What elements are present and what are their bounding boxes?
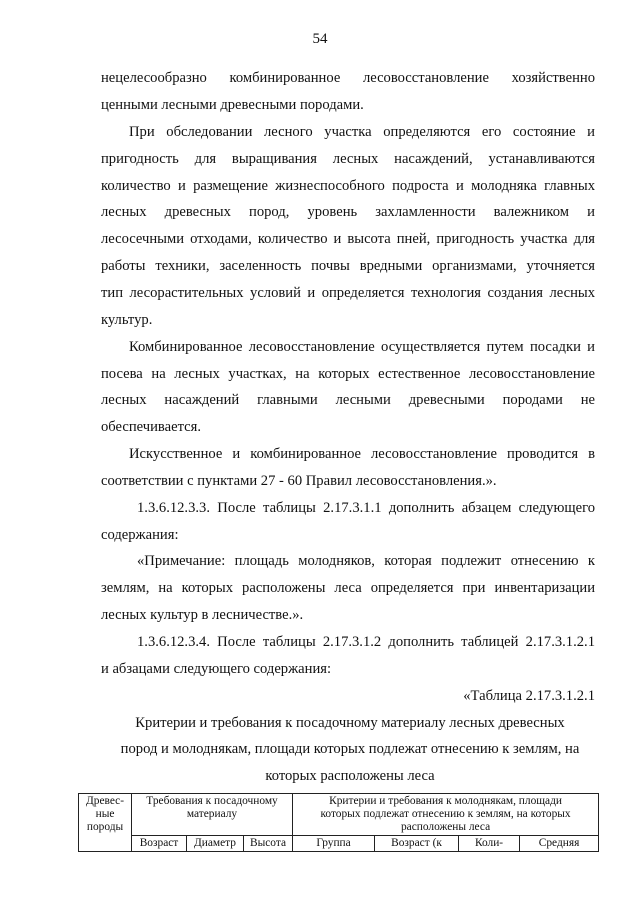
text-line: 1.3.6.12.3.4. После таблицы 2.17.3.1.2 дополнить таблицей 2.17.3.1.2.1 [137,634,595,650]
header-average: Средняя [520,836,599,852]
header-species: Древес- ные породы [79,794,132,852]
text-line: культур. [101,312,153,328]
criteria-table [78,793,599,852]
text-line: работы техники, заселенность почвы вредными организмами, уточняется [101,258,595,274]
table-subheader-row [79,836,599,852]
text-line: обеспечивается. [101,419,201,435]
table-header-row [79,794,599,836]
text-line: лесосечными отходами, количество и высота пней, пригодность участка для [101,231,595,247]
header-planting-material: Требования к посадочному материалу [132,794,293,836]
text-line: содержания: [101,527,179,543]
text-line: посева на лесных участках, на которых естественное лесовосстановление [101,366,595,382]
text-line: количество и размещение жизнеспособного подроста и молодняка главных [101,178,595,194]
table-label: «Таблица 2.17.3.1.2.1 [463,688,595,704]
text-line: нецелесообразно комбинированное лесовосстановление хозяйственно [101,70,595,86]
text-line: пригодность для выращивания лесных насаждений, устанавливаются [101,151,595,167]
table-title-line: Критерии и требования к посадочному материалу лесных древесных [135,715,565,731]
text-line: При обследовании лесного участка определяются его состояние и [129,124,595,140]
text-line: и абзацами следующего содержания: [101,661,332,677]
header-diameter: Диаметр [187,836,244,852]
table-title-line: пород и молоднякам, площади которых подлежат отнесению к землям, на [120,741,580,757]
text-line: Искусственное и комбинированное лесовосстановление проводится в [129,446,595,462]
header-age: Возраст [132,836,187,852]
text-line: землям, на которых расположены леса определяется при инвентаризации [101,580,595,596]
page-number: 54 [312,31,328,47]
text-line: лесных культур в лесничестве.». [101,607,304,623]
header-height: Высота [244,836,293,852]
text-line: 1.3.6.12.3.3. После таблицы 2.17.3.1.1 дополнить абзацем следующего [137,500,595,516]
text-line: «Примечание: площадь молодняков, которая подлежит отнесению к [137,553,595,569]
text-line: тип лесорастительных условий и определяется технология создания лесных [101,285,595,301]
text-line: лесных насаждений главными лесными древесными породами не [101,392,595,408]
text-line: соответствии с пунктами 27 - 60 Правил лесовосстановления.». [101,473,497,489]
text-line: Комбинированное лесовосстановление осуществляется путем посадки и [129,339,595,355]
header-group: Группа [293,836,375,852]
header-young-age: Возраст (к [375,836,459,852]
header-young-stands: Критерии и требования к молоднякам, площади которых подлежат отнесению к землям, на которых расположены леса [293,794,599,836]
header-count: Коли- [459,836,520,852]
text-line: лесных древесных пород, уровень захламленности валежником и [101,204,595,220]
text-line: ценными лесными древесными породами. [101,97,364,113]
table-title-line: которых расположены леса [265,768,435,784]
